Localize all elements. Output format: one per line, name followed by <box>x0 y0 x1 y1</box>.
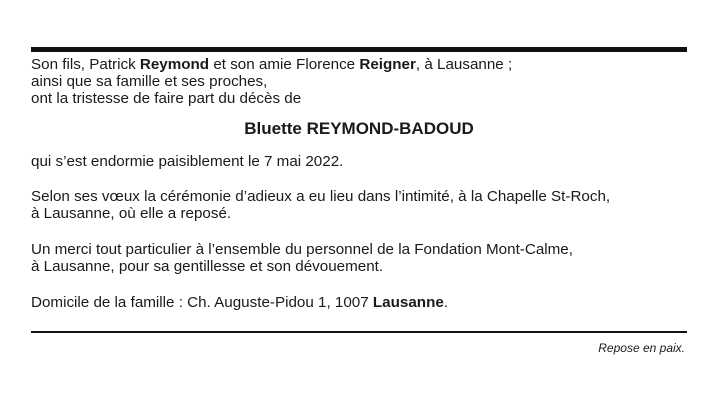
ceremony-line-2: à Lausanne, où elle a reposé. <box>31 205 232 222</box>
ceremony-paragraph <box>31 188 687 222</box>
son-surname: Reymond <box>139 56 210 73</box>
domicile-city: Lausanne <box>372 294 444 311</box>
deceased-surname: REYMOND-BADOUD <box>306 119 474 138</box>
thanks-line-1: Un merci tout particulier à l’ensemble du personnel de la Fondation Mont-Calme, <box>31 241 573 258</box>
intro-line-1-middle: et son amie Florence <box>209 56 360 73</box>
deceased-name <box>31 119 687 139</box>
ceremony-line-1: Selon ses vœux la cérémonie d’adieux a eu lieu dans l’intimité, à la Chapelle St-Roch, <box>31 188 611 205</box>
deceased-first-name: Bluette <box>244 119 302 138</box>
domicile-suffix: . <box>443 294 449 311</box>
obituary-notice <box>31 47 687 355</box>
closing-text: Repose en paix. <box>598 341 685 355</box>
passing-text: qui s’est endormie paisiblement le 7 mai 2022. <box>31 153 344 170</box>
thanks-line-2: à Lausanne, pour sa gentillesse et son dévouement. <box>31 258 384 275</box>
intro-line-3: ont la tristesse de faire part du décès de <box>31 90 302 107</box>
partner-surname: Reigner <box>359 56 416 73</box>
domicile-line <box>31 294 687 311</box>
intro-line-2: ainsi que sa famille et ses proches, <box>31 73 268 90</box>
domicile-prefix: Domicile de la famille : Ch. Auguste-Pidou 1, 1007 <box>31 294 373 311</box>
intro-line-1-suffix: , à Lausanne ; <box>415 56 513 73</box>
intro-section <box>31 56 687 107</box>
thanks-paragraph <box>31 241 687 275</box>
top-rule <box>31 47 687 52</box>
intro-line-1 <box>31 56 687 73</box>
intro-line-1-prefix: Son fils, Patrick <box>31 56 140 73</box>
bottom-section <box>31 331 687 355</box>
bottom-rule <box>31 331 687 333</box>
